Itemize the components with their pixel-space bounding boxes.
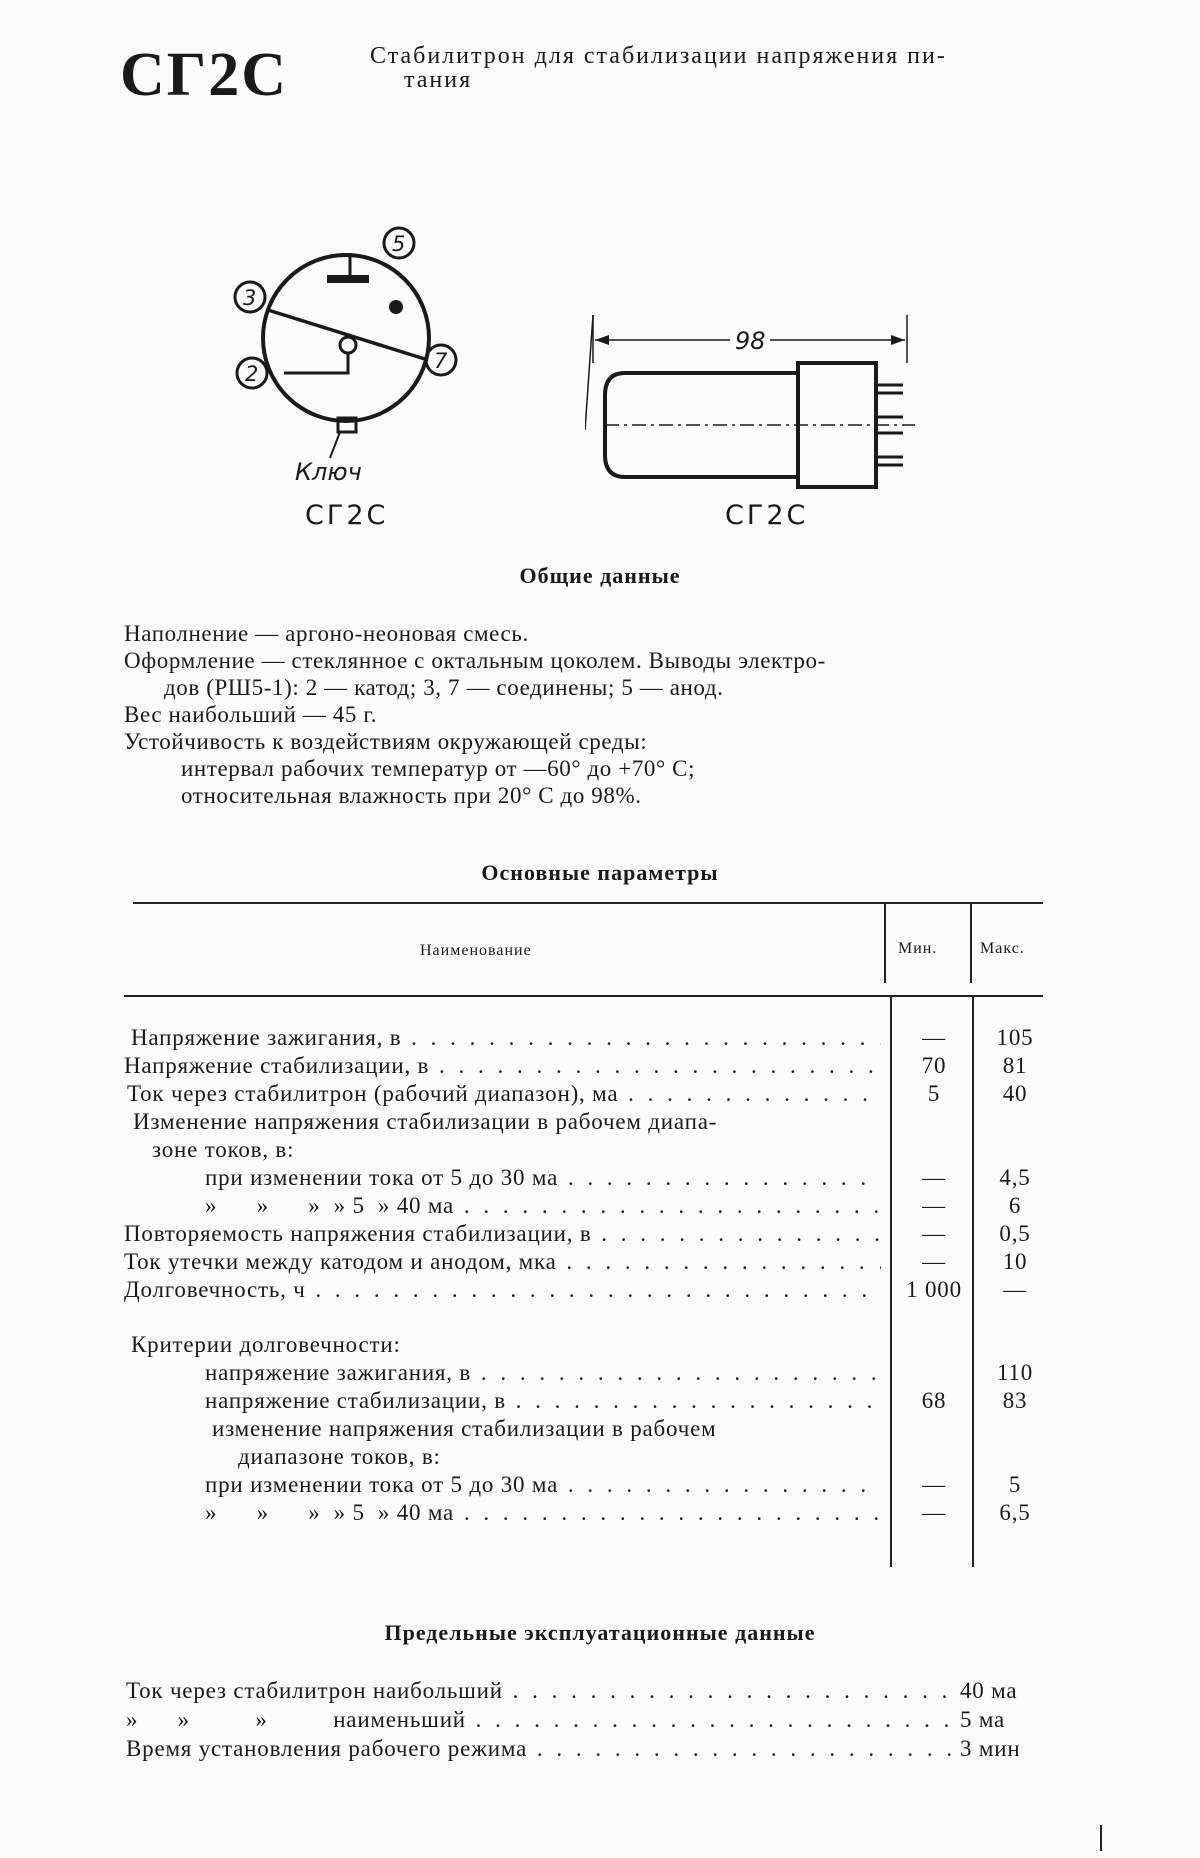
general-data-heading: Общие данные: [519, 563, 681, 588]
row-max: 10: [1002, 1249, 1028, 1274]
table-row: [0, 1472, 1200, 1500]
row-max: 83: [1002, 1388, 1028, 1413]
table-row: [0, 1416, 1200, 1444]
table-header-rule: [124, 995, 1043, 997]
tube-model-title: СГ2С: [120, 41, 288, 109]
cathode-lead: [284, 353, 348, 373]
table-row: [0, 1500, 1200, 1528]
limit-row: [0, 1707, 1200, 1735]
table-row: [0, 1444, 1200, 1472]
tube-outline-drawing: [585, 315, 925, 495]
general-line-temperature: интервал рабочих температур от —60° до +70° С;: [181, 756, 696, 781]
row-label: Изменение напряжения стабилизации в рабочем диапа-: [133, 1109, 718, 1134]
row-max: 5: [1008, 1472, 1022, 1497]
row-min: —: [922, 1221, 946, 1246]
row-min: —: [922, 1165, 946, 1190]
limit-row: [0, 1736, 1200, 1764]
key-pointer: [330, 432, 340, 458]
page-edge-mark: [1100, 1825, 1102, 1851]
limit-row: [0, 1678, 1200, 1706]
table-row: [0, 1249, 1200, 1277]
base-pin-dot: [389, 300, 403, 314]
row-label: напряжение зажигания, в . . .: [205, 1360, 881, 1386]
table-row: [0, 1025, 1200, 1053]
general-data-block: [124, 620, 1044, 809]
limit-label: Ток через стабилитрон наибольший . . .: [126, 1678, 956, 1704]
table-row: [0, 1221, 1200, 1249]
description-line-1: Стабилитрон для стабилизации напряжения пи-: [370, 43, 947, 69]
table-row: [0, 1165, 1200, 1193]
description-line-2: тания: [404, 67, 473, 93]
row-label: Ток через стабилитрон (рабочий диапазон), ма . . .: [127, 1081, 881, 1107]
tube-base: [798, 363, 876, 487]
row-label: » » » » 5 » 40 ма . . .: [205, 1500, 881, 1526]
table-row: [0, 1388, 1200, 1416]
row-min: —: [922, 1193, 946, 1218]
base-pin-diagram: [200, 205, 470, 495]
base-diagram-caption: СГ2С: [305, 500, 389, 531]
limit-value: 3 мин: [960, 1736, 1021, 1761]
general-line-design: Оформление — стеклянное с октальным цоколем. Выводы электро-: [124, 648, 826, 673]
pin-3-label: 3: [243, 286, 257, 310]
row-max: 6: [1008, 1193, 1022, 1218]
row-label: при изменении тока от 5 до 30 ма . . .: [205, 1472, 881, 1498]
header-divider-2: [970, 903, 972, 983]
row-label: Долговечность, ч . . .: [124, 1277, 881, 1303]
table-row: [0, 1137, 1200, 1165]
row-max: 0,5: [999, 1221, 1031, 1246]
row-max: —: [1003, 1277, 1027, 1302]
pin-2-label: 2: [245, 362, 259, 386]
dimension-arrow-right: [891, 335, 905, 345]
tube-length-label: 98: [735, 327, 766, 355]
row-max: 6,5: [999, 1500, 1031, 1525]
table-row: [0, 1109, 1200, 1137]
header-divider-1: [884, 903, 886, 983]
table-row: [0, 1193, 1200, 1221]
limit-label: » » » наименьший . . .: [126, 1707, 956, 1733]
col-header-name: Наименование: [420, 942, 532, 959]
outline-caption: СГ2С: [725, 500, 809, 531]
dimension-arrow-left: [595, 335, 609, 345]
row-label: Ток утечки между катодом и анодом, мка . . .: [124, 1249, 881, 1275]
row-min: 1 000: [906, 1277, 962, 1302]
row-max: 110: [996, 1360, 1034, 1385]
table-row: [0, 1277, 1200, 1305]
row-max: 105: [996, 1025, 1034, 1050]
row-min: —: [922, 1025, 946, 1050]
row-min: —: [922, 1500, 946, 1525]
pin-5-label: 5: [392, 232, 406, 256]
row-max: 4,5: [999, 1165, 1031, 1190]
table-row: [0, 1332, 1200, 1360]
row-label: диапазоне токов, в:: [238, 1444, 441, 1469]
row-label: зоне токов, в:: [152, 1137, 295, 1162]
row-label: Напряжение стабилизации, в . . .: [124, 1053, 881, 1079]
table-row: [0, 1053, 1200, 1081]
row-min: —: [922, 1472, 946, 1497]
limit-data-heading: Предельные эксплуатационные данные: [384, 1620, 816, 1645]
row-min: 68: [921, 1388, 947, 1413]
row-label: Повторяемость напряжения стабилизации, в . . .: [124, 1221, 881, 1247]
key-label: Ключ: [295, 458, 362, 486]
general-line-fill: Наполнение — аргоно-неоновая смесь.: [124, 621, 529, 646]
general-line-environment: Устойчивость к воздействиям окружающей среды:: [124, 729, 648, 754]
row-label: Критерии долговечности:: [131, 1332, 401, 1357]
row-label: » » » » 5 » 40 ма . . .: [205, 1193, 881, 1219]
row-max: 81: [1002, 1053, 1028, 1078]
pin-7-label: 7: [434, 349, 448, 373]
table-top-rule: [133, 902, 1043, 904]
table-row: [0, 1081, 1200, 1109]
col-header-min: Мин.: [898, 940, 938, 957]
row-label: напряжение стабилизации, в . . .: [205, 1388, 881, 1414]
general-line-weight: Вес наибольший — 45 г.: [124, 702, 378, 727]
limit-label: Время установления рабочего режима . . .: [126, 1736, 956, 1762]
limit-value: 5 ма: [960, 1707, 1006, 1732]
row-label: Напряжение зажигания, в . . .: [131, 1025, 881, 1051]
main-params-heading: Основные параметры: [481, 860, 719, 885]
cathode-pin-circle: [340, 337, 356, 353]
row-min: 70: [921, 1053, 947, 1078]
row-min: 5: [927, 1081, 941, 1106]
col-header-max: Макс.: [980, 940, 1025, 957]
general-line-humidity: относительная влажность при 20° С до 98%.: [181, 783, 642, 808]
anode-bar: [327, 275, 369, 283]
tube-description: [370, 44, 1030, 92]
row-label: изменение напряжения стабилизации в рабочем: [212, 1416, 717, 1441]
general-line-pins: дов (РШ5-1): 2 — катод; 3, 7 — соединены; 5 — анод.: [164, 675, 724, 700]
row-max: 40: [1002, 1081, 1028, 1106]
row-min: —: [922, 1249, 946, 1274]
limit-value: 40 ма: [960, 1678, 1018, 1703]
table-row: [0, 1360, 1200, 1388]
row-label: при изменении тока от 5 до 30 ма . . .: [205, 1165, 881, 1191]
